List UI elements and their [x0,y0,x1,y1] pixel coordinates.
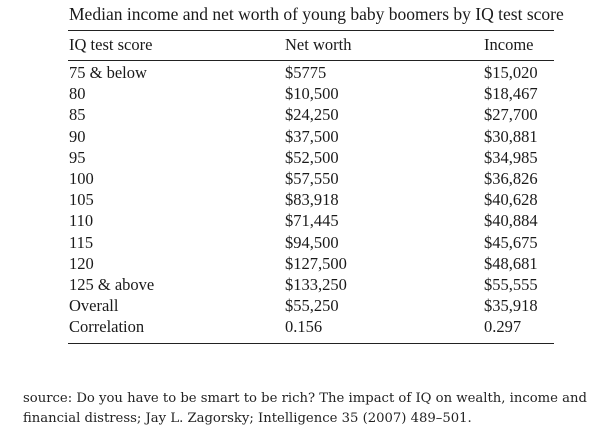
cell-iq-score: 75 & below [69,63,147,82]
cell-net-worth: $94,500 [285,232,339,252]
cell-net-worth: $10,500 [285,84,339,104]
cell-income: $45,675 [484,232,538,252]
cell-income: $27,700 [484,105,538,125]
cell-income: $30,881 [484,126,538,146]
cell-iq-score: 80 [69,84,86,104]
cell-income: $18,467 [484,84,538,104]
cell-income: $34,985 [484,147,538,167]
cell-iq-score: 125 & above [69,275,155,294]
cell-net-worth: $127,500 [285,253,347,273]
cell-iq-score: 100 [69,169,94,188]
header-rule [68,60,554,61]
header-iq-test-score: IQ test score [69,35,153,54]
cell-income: $55,555 [484,275,538,294]
cell-net-worth: $71,445 [285,211,339,231]
top-rule [68,30,554,31]
cell-income: $40,628 [484,190,538,210]
header-net-worth: Net worth [285,35,352,54]
cell-net-worth: $133,250 [285,275,347,294]
cell-income: $40,884 [484,211,538,231]
cell-iq-score: Correlation [69,317,145,337]
cell-income: 0.297 [484,317,522,337]
cell-iq-score: Overall [69,296,119,316]
cell-iq-score: 95 [69,147,86,167]
cell-income: $36,826 [484,169,538,188]
cell-net-worth: $24,250 [285,105,339,125]
cell-iq-score: 115 [69,232,94,252]
table-caption: Median income and net worth of young baby boomers by IQ test score [69,4,564,24]
cell-net-worth: $57,550 [285,169,339,188]
cell-net-worth: $83,918 [285,190,339,210]
cell-net-worth: $5775 [285,63,327,82]
cell-net-worth: $55,250 [285,296,339,316]
cell-net-worth: 0.156 [285,317,323,337]
cell-iq-score: 90 [69,126,86,146]
cell-income: $48,681 [484,253,538,273]
cell-iq-score: 85 [69,105,86,125]
cell-net-worth: $37,500 [285,126,339,146]
cell-net-worth: $52,500 [285,147,339,167]
cell-iq-score: 105 [69,190,94,210]
source-citation: source: Do you have to be smart to be rich? The impact of IQ on wealth, income and financial distress; Jay L. Zagorsky; Intelligence 35 (2007) 489–501. [23,391,587,426]
cell-income: $35,918 [484,296,538,316]
cell-iq-score: 110 [69,211,94,231]
cell-iq-score: 120 [69,253,94,273]
bottom-rule [68,343,554,344]
cell-income: $15,020 [484,63,538,82]
header-income: Income [484,35,534,54]
